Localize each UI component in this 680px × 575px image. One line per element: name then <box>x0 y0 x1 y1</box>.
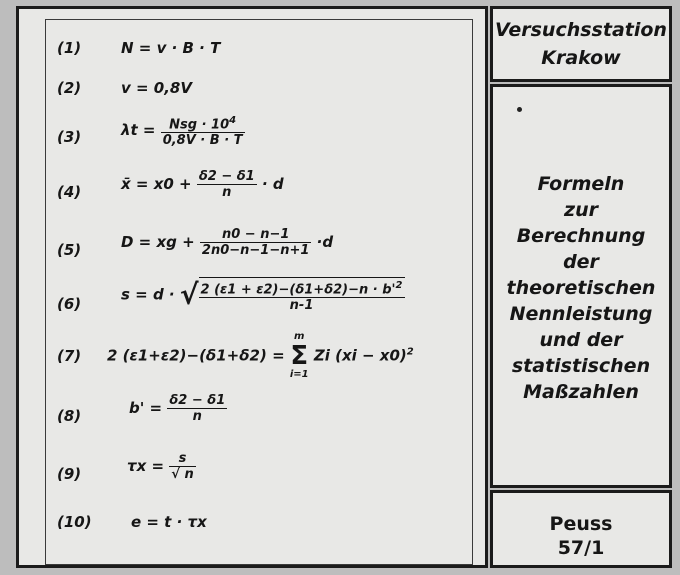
formula-number: (10) <box>57 513 92 531</box>
description-line: der <box>563 251 599 273</box>
title-panel <box>490 6 672 82</box>
description-text <box>493 171 669 405</box>
formula-10: e = t · τx <box>131 513 207 531</box>
description-line: Berechnung <box>516 225 646 247</box>
author: Peuss <box>549 513 613 535</box>
formula-number: (7) <box>57 347 82 365</box>
description-line: Maßzahlen <box>523 381 639 403</box>
description-line: Formeln <box>537 173 625 195</box>
formula-number: (9) <box>57 465 82 483</box>
slide-code: 57/1 <box>557 537 605 559</box>
formula-9: τx = $\frac{s}{√ n}$ <box>127 451 194 482</box>
bullet-dot <box>517 107 522 112</box>
formula-number: (6) <box>57 295 82 313</box>
formula-6: s = d · √ $\frac{2 (\varepsilon 1 + \varepsilon 2)-(\delta 1+\delta 2)-n \cdot b'^2}{n-1}$ <box>121 278 403 314</box>
formula-number: (5) <box>57 241 82 259</box>
formula-5: D = xg + $\frac{n0 - n-1}{2n0-n-1-n+1}$ ·d <box>121 227 334 258</box>
description-line: zur <box>564 199 598 221</box>
formula-8: b' = $\frac{\delta 2 - \delta 1}{n}$ <box>129 393 226 424</box>
formula-number: (2) <box>57 79 82 97</box>
formula-7: 2 (ε1+ε2)−(δ1+δ2) = m Σ i=1 Zi (xi − x0)$^2$ <box>107 331 414 380</box>
formula-number: (4) <box>57 183 82 201</box>
formula-3: λt = $\frac{Nsg \cdot 10^4}{0,8V \cdot B \cdot T}$ <box>121 115 243 149</box>
footer-panel <box>490 490 672 568</box>
formula-number: (8) <box>57 407 82 425</box>
formula-4: x̄ = x0 + $\frac{\delta 2 - \delta 1}{n}$ · d <box>121 169 284 200</box>
formula-panel <box>16 6 488 568</box>
station-name: Versuchsstation <box>495 19 667 41</box>
station-location: Krakow <box>541 47 621 69</box>
formula-number: (3) <box>57 128 82 146</box>
description-line: theoretischen <box>506 277 656 299</box>
formula-2: v = 0,8V <box>121 79 192 97</box>
description-line: statistischen <box>511 355 651 377</box>
description-panel <box>490 84 672 488</box>
description-line: und der <box>539 329 623 351</box>
formula-number: (1) <box>57 39 82 57</box>
formula-1: N = v · B · T <box>121 39 221 57</box>
description-line: Nennleistung <box>509 303 653 325</box>
